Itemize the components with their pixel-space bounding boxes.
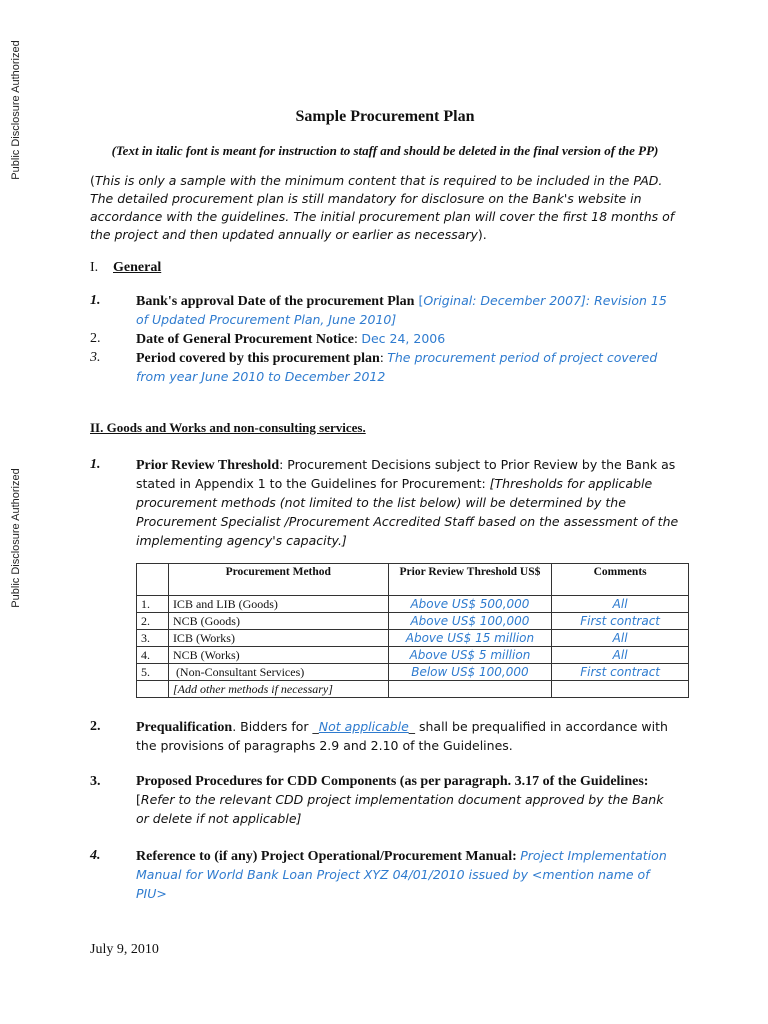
general-item-1: 1. Bank's approval Date of the procurement Plan [Original: December 2007]: Revision 15 of Updated Procurement Plan, June 2010] [90,293,667,327]
table-row: 4. NCB (Works) Above US$ 5 million All [137,647,689,664]
instruction-note: (Text in italic font is meant for instruction to staff and should be deleted in the final version of the PP) [111,143,659,158]
table-row: 5. (Non-Consultant Services) Below US$ 100,000 First contract [137,664,689,681]
section-goods-heading: II. Goods and Works and non-consulting services. [90,420,366,435]
procurement-method-table [136,563,689,698]
goods-item-4: 4. Reference to (if any) Project Operational/Procurement Manual: Project Implementation Manual for World Bank Loan Project XYZ 04/01/2010 issued by <mention name of PIU> [90,848,667,901]
goods-item-3: 3. Proposed Procedures for CDD Components (as per paragraph. 3.17 of the Guidelines: [Refer to the relevant CDD project implementation document approved by the Bank or delete if not applicable] [90,774,664,826]
table-header-row: Procurement Method Prior Review Threshold US$ Comments [137,564,689,596]
document-title: Sample Procurement Plan [295,108,475,125]
table-row: [Add other methods if necessary] [137,681,689,698]
goods-item-1: 1. Prior Review Threshold: Procurement Decisions subject to Prior Review by the Bank as stated in Appendix 1 to the Guidelines for Procurement: [Thresholds for applicable procurement methods (not limited to the list below) will be determined by the Procurement Specialist /Procurement Accredited Staff based on the assessment of the implementing agency's capacity.] [90,457,679,548]
sample-note: (This is only a sample with the minimum content that is required to be included in the PAD. The detailed procurement plan is still mandatory for disclosure on the Bank's website in accordance with the guidelines. The initial procurement plan will cover the first 18 months of the project and then updated annually or earlier as necessary). [90,173,675,242]
section-general-heading: I. General [90,260,162,275]
footer-date: July 9, 2010 [90,942,159,957]
table-row: 2. NCB (Goods) Above US$ 100,000 First contract [137,613,689,630]
table-row: 1. ICB and LIB (Goods) Above US$ 500,000 All [137,596,689,613]
goods-item-2: 2. Prequalification. Bidders for _Not applicable_ shall be prequalified in accordance with the provisions of paragraphs 2.9 and 2.10 of the Guidelines. [90,719,668,753]
document-page [90,108,680,904]
general-item-2: 2. Date of General Procurement Notice: Dec 24, 2006 [90,331,446,347]
general-item-3: 3. Period covered by this procurement plan: The procurement period of project covered from year June 2010 to December 2012 [90,350,658,384]
table-row: 3. ICB (Works) Above US$ 15 million All [137,630,689,647]
